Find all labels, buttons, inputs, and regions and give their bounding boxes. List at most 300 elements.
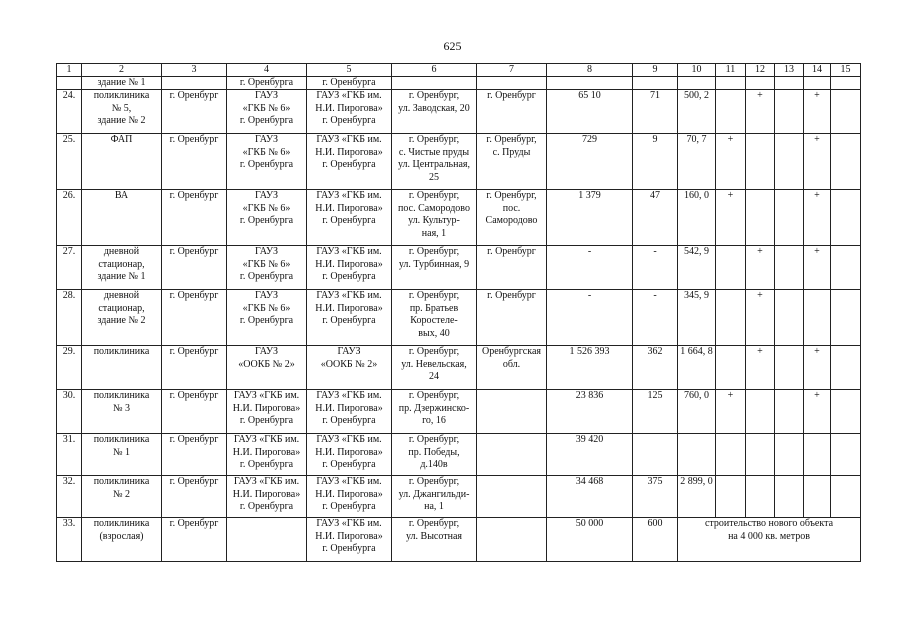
col-11: + [716,190,746,246]
holder [227,518,307,562]
table-row [57,190,861,246]
facility-type-line: поликлиника [93,476,150,488]
address-line: 24 [429,371,439,383]
facility-type-line: поликлиника [93,518,150,530]
operator-line: Н.И. Пирогова» [315,202,383,214]
area: 542, 9 [678,246,716,290]
holder-line: г. Оренбурга [239,159,294,171]
col-15 [831,134,861,190]
population: 39 420 [547,434,633,476]
facility-type-line: дневной [103,246,140,258]
operator-line: г. Оренбурга [322,459,376,471]
population: 34 468 [547,476,633,518]
locality-line: г. Оренбург [169,434,219,446]
holder-line: «ГКБ № 6» [242,202,291,214]
facility-type-line: здание № 2 [97,115,146,127]
col-14: + [804,390,831,434]
row-number: 31. [57,434,82,476]
col-12: + [746,90,775,134]
served-area-line: г. Оренбург, [486,134,537,146]
operator [307,476,392,518]
locality [162,190,227,246]
staff [633,77,678,90]
operator [307,90,392,134]
col-12 [746,434,775,476]
locality-line: г. Оренбург [169,134,219,146]
row-number: 26. [57,190,82,246]
column-number: 5 [307,64,392,77]
address-line: пр. Дзержинско- [398,402,470,414]
col-15 [831,346,861,390]
address-line: г. Оренбург, [408,390,460,402]
population [547,77,633,90]
facility-type-line: поликлиника [93,346,150,358]
operator [307,190,392,246]
address [392,346,477,390]
col-15 [831,290,861,346]
holder-line: «ГКБ № 6» [242,102,291,114]
served-area [477,290,547,346]
locality [162,434,227,476]
table-row [57,246,861,290]
col-11 [716,476,746,518]
holder-line: г. Оренбурга [239,415,294,427]
column-number: 4 [227,64,307,77]
col-14: + [804,90,831,134]
holder-line: ГАУЗ [255,90,278,102]
address-line: вых, 40 [418,327,450,339]
operator-line: ГАУЗ «ГКБ им. [316,390,382,402]
operator [307,134,392,190]
area: 760, 0 [678,390,716,434]
col-12 [746,190,775,246]
table-row [57,77,861,90]
col-11: + [716,134,746,190]
locality-line: г. Оренбург [169,246,219,258]
col-14 [804,476,831,518]
served-area-line: с. Пруды [492,146,531,158]
served-area [477,476,547,518]
facility-type [82,246,162,290]
operator [307,390,392,434]
area: 160, 0 [678,190,716,246]
locality [162,518,227,562]
address-line: г. Оренбург, [408,518,460,530]
address-line: г. Оренбург, [408,346,460,358]
holder-line: г. Оренбурга [239,115,294,127]
facility-type-line: поликлиника [93,90,150,102]
address-line: ная, 1 [421,227,447,239]
operator-line: Н.И. Пирогова» [315,302,383,314]
col-13 [775,390,804,434]
table-row [57,346,861,390]
staff: - [633,246,678,290]
served-area [477,190,547,246]
holder [227,390,307,434]
address-line: на, 1 [424,501,444,513]
table-row [57,518,861,562]
operator-line: г. Оренбурга [322,159,376,171]
operator-line: ГАУЗ «ГКБ им. [316,290,382,302]
facility-type [82,290,162,346]
operator [307,434,392,476]
holder-line: ГАУЗ «ГКБ им. [233,434,300,446]
operator-line: Н.И. Пирогова» [315,102,383,114]
facility-type-line: здание № 1 [97,77,146,88]
col-15 [831,190,861,246]
col-11 [716,246,746,290]
holder-line: ГАУЗ «ГКБ им. [233,476,300,488]
holder [227,90,307,134]
locality [162,77,227,90]
operator-line: г. Оренбурга [322,415,376,427]
address-line: г. Оренбург, [408,246,460,258]
holder-line: г. Оренбурга [239,501,294,513]
address-line: г. Оренбург, [408,476,460,488]
population: 23 836 [547,390,633,434]
facility-type-line: ФАП [110,134,133,146]
operator-line: ГАУЗ «ГКБ им. [316,476,382,488]
col-12: + [746,246,775,290]
address-line: ул. Турбинная, 9 [398,258,470,270]
address [392,476,477,518]
address-line: ул. Высотная [405,530,462,542]
operator-line: г. Оренбурга [322,501,376,513]
operator-line: г. Оренбурга [322,271,376,283]
area: 1 664, 8 [678,346,716,390]
col-11 [716,290,746,346]
holder [227,290,307,346]
served-area-line: Самородово [485,215,538,227]
col-15 [831,434,861,476]
holder-line: г. Оренбурга [239,459,294,471]
served-area-line: г. Оренбург [487,246,536,258]
col-15 [831,390,861,434]
address-line: с. Чистые пруды [398,146,470,158]
served-area [477,77,547,90]
operator [307,77,392,90]
locality-line: г. Оренбург [169,90,219,102]
address-line: Коростеле- [410,315,458,327]
staff: 600 [633,518,678,562]
served-area-line: г. Оренбург, [486,190,537,202]
facility-type-line: поликлиника [93,390,150,402]
holder [227,77,307,90]
operator-line: г. Оренбурга [322,77,376,88]
table-row [57,390,861,434]
table-row [57,290,861,346]
address-line: ул. Невельская, [401,358,467,370]
address-line: пр. Победы, [408,446,460,458]
address-line: 25 [429,171,439,183]
facility-type-line: здание № 1 [97,271,146,283]
population: 65 10 [547,90,633,134]
holder-line: ГАУЗ [255,246,278,258]
locality-line: г. Оренбург [169,476,219,488]
col-11 [716,77,746,90]
address-line: г. Оренбург, [408,90,460,102]
column-number: 1 [57,64,82,77]
facility-type-line: № 1 [112,446,131,458]
col-14: + [804,346,831,390]
facility-type [82,190,162,246]
population: 50 000 [547,518,633,562]
operator-line: Н.И. Пирогова» [315,258,383,270]
area [678,434,716,476]
operator-line: Н.И. Пирогова» [315,146,383,158]
holder-line: ГАУЗ [255,134,278,146]
holder [227,246,307,290]
locality [162,290,227,346]
holder-line: Н.И. Пирогова» [232,488,301,500]
col-14 [804,77,831,90]
address-line: го, 16 [422,415,446,427]
column-number: 8 [547,64,633,77]
column-number: 15 [831,64,861,77]
facility-type-line: здание № 2 [97,315,146,327]
holder-line: Н.И. Пирогова» [232,402,301,414]
operator [307,290,392,346]
holder-line: «ГКБ № 6» [242,258,291,270]
facility-type-line: стационар, [98,258,145,270]
holder [227,476,307,518]
facility-type [82,77,162,90]
served-area [477,390,547,434]
row-number [57,77,82,90]
table-row [57,434,861,476]
facilities-table [56,63,861,562]
locality-line: г. Оренбург [169,518,219,530]
address [392,390,477,434]
holder-line: ГАУЗ «ГКБ им. [233,390,300,402]
operator-line: Н.И. Пирогова» [315,530,383,542]
table-row [57,90,861,134]
operator-line: ГАУЗ «ГКБ им. [316,190,382,202]
holder-line: «ГКБ № 6» [242,146,291,158]
population: 1 526 393 [547,346,633,390]
operator-line: г. Оренбурга [322,543,376,555]
served-area-line: г. Оренбург [487,290,536,302]
served-area-line: Оренбургская [481,346,541,358]
col-15 [831,246,861,290]
locality [162,246,227,290]
construction-note [678,518,861,562]
col-11 [716,90,746,134]
facility-type-line: поликлиника [93,434,150,446]
served-area [477,90,547,134]
served-area-line: пос. [502,202,521,214]
holder-line: «ГКБ № 6» [242,302,291,314]
locality [162,346,227,390]
row-number: 25. [57,134,82,190]
locality-line: г. Оренбург [169,346,219,358]
facility-type [82,518,162,562]
row-number: 27. [57,246,82,290]
population: - [547,290,633,346]
served-area [477,134,547,190]
holder [227,134,307,190]
served-area-line: обл. [502,358,521,370]
operator [307,518,392,562]
staff: 362 [633,346,678,390]
locality [162,390,227,434]
construction-note-line: на 4 000 кв. метров [728,530,810,542]
holder-line: ГАУЗ [255,290,278,302]
address-line: г. Оренбург, [408,134,460,146]
address-line: ул. Джангильди- [398,488,470,500]
address [392,434,477,476]
col-11 [716,434,746,476]
operator-line: г. Оренбурга [322,215,376,227]
page-number: 625 [443,39,462,53]
row-number: 24. [57,90,82,134]
facility-type-line: стационар, [98,302,145,314]
operator-line: ГАУЗ «ГКБ им. [316,90,382,102]
holder [227,434,307,476]
column-number: 11 [716,64,746,77]
col-14: + [804,190,831,246]
col-15 [831,476,861,518]
table-row [57,476,861,518]
col-14: + [804,246,831,290]
address-line: д.140в [420,459,448,471]
population: - [547,246,633,290]
address [392,290,477,346]
col-15 [831,90,861,134]
col-13 [775,134,804,190]
col-13 [775,77,804,90]
operator [307,246,392,290]
area: 2 899, 0 [678,476,716,518]
facility-type-line: № 5, [111,102,132,114]
column-number: 2 [82,64,162,77]
operator-line: ГАУЗ «ГКБ им. [316,518,382,530]
col-12 [746,134,775,190]
locality [162,476,227,518]
col-14 [804,290,831,346]
row-number: 32. [57,476,82,518]
operator-line: ГАУЗ [337,346,361,358]
holder-line: ГАУЗ [255,346,278,358]
address [392,246,477,290]
column-number: 10 [678,64,716,77]
facility-type-line: дневной [103,290,140,302]
address-line: ул. Центральная, [397,159,471,171]
served-area [477,346,547,390]
col-13 [775,346,804,390]
column-number: 7 [477,64,547,77]
column-number: 12 [746,64,775,77]
served-area-line: г. Оренбург [487,90,536,102]
facility-type-line: ВА [114,190,129,202]
col-12 [746,77,775,90]
col-12: + [746,290,775,346]
operator-line: Н.И. Пирогова» [315,446,383,458]
address-line: ул. Культур- [408,215,460,227]
staff: 125 [633,390,678,434]
locality-line: г. Оренбург [169,190,219,202]
address-line: г. Оренбург, [408,190,460,202]
col-13 [775,90,804,134]
address [392,77,477,90]
column-number: 6 [392,64,477,77]
holder-line: г. Оренбурга [239,215,294,227]
locality [162,90,227,134]
population: 1 379 [547,190,633,246]
col-13 [775,476,804,518]
col-14: + [804,134,831,190]
column-number: 3 [162,64,227,77]
operator-line: ГАУЗ «ГКБ им. [316,434,382,446]
population: 729 [547,134,633,190]
address [392,190,477,246]
col-11: + [716,390,746,434]
operator-line: ГАУЗ «ГКБ им. [316,246,382,258]
facility-type [82,346,162,390]
staff: 375 [633,476,678,518]
holder-line: г. Оренбурга [239,315,294,327]
facility-type-line: № 2 [112,488,131,500]
col-12 [746,390,775,434]
holder [227,346,307,390]
col-12 [746,476,775,518]
address-line: пос. Самородово [398,202,470,214]
operator-line: Н.И. Пирогова» [315,402,383,414]
served-area [477,518,547,562]
holder-line: ГАУЗ [255,190,278,202]
address [392,134,477,190]
address-line: г. Оренбург, [408,434,460,446]
row-number: 33. [57,518,82,562]
operator [307,346,392,390]
facility-type [82,434,162,476]
table-row [57,134,861,190]
operator-line: «ООКБ № 2» [320,358,378,370]
holder [227,190,307,246]
row-number: 29. [57,346,82,390]
facility-type [82,134,162,190]
column-number: 9 [633,64,678,77]
staff: 47 [633,190,678,246]
address-line: ул. Заводская, 20 [398,102,470,114]
col-15 [831,77,861,90]
holder-line: г. Оренбурга [239,271,294,283]
facility-type [82,390,162,434]
holder-line: «ООКБ № 2» [238,358,295,370]
locality-line: г. Оренбург [169,390,219,402]
operator-line: г. Оренбурга [322,115,376,127]
holder-line: г. Оренбурга [239,77,294,88]
facility-type [82,476,162,518]
col-13 [775,290,804,346]
staff: - [633,290,678,346]
column-number: 14 [804,64,831,77]
column-number-row [57,64,861,77]
locality-line: г. Оренбург [169,290,219,302]
col-13 [775,190,804,246]
operator-line: Н.И. Пирогова» [315,488,383,500]
row-number: 28. [57,290,82,346]
locality [162,134,227,190]
construction-note-line: строительство нового объекта [704,518,834,530]
staff: 9 [633,134,678,190]
row-number: 30. [57,390,82,434]
area: 70, 7 [678,134,716,190]
address [392,518,477,562]
served-area [477,434,547,476]
area: 345, 9 [678,290,716,346]
staff [633,434,678,476]
